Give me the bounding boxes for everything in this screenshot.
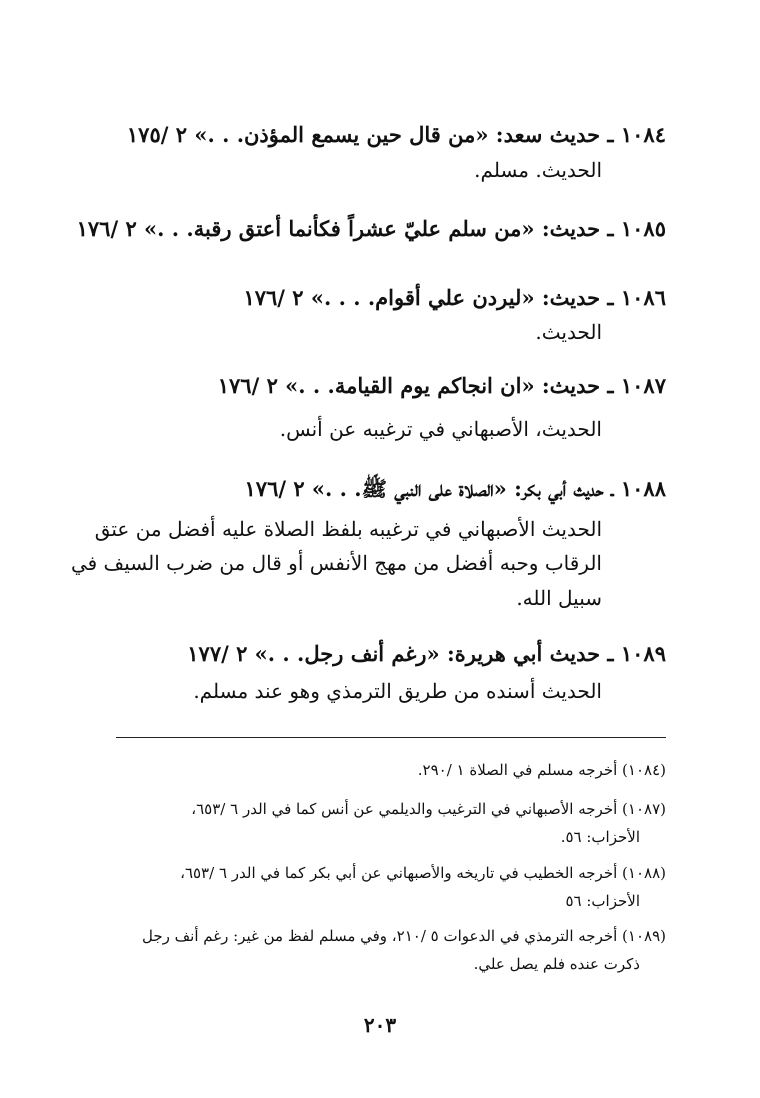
entry-body-1088-line-2: الرقاب وحبه أفضل من مهج الأنفس أو قال من ضرب السيف في [70,551,602,575]
entry-body-1088-line-1: الحديث الأصبهاني في ترغيبه بلفظ الصلاة عليه أفضل من عتق [94,517,602,541]
footnote-1089-line-2: ذكرت عنده فلم يصل علي. [473,955,640,973]
footnote-1084: (١٠٨٤) أخرجه مسلم في الصلاة ١ /٢٩٠. [417,761,666,779]
entry-heading-1089: ١٠٨٩ ـ حديث أبي هريرة: «رغم أنف رجل. . .» ٢ /١٧٧ [187,641,666,666]
entry-body-1089: الحديث أسنده من طريق الترمذي وهو عند مسلم. [193,679,602,703]
page-number: ٢٠٣ [363,1013,397,1037]
entry-heading-1088: ١٠٨٨ ـ حديث أبي بكر: «الصلاة على النبي ﷺ. . .» ٢ /١٧٦ [244,476,666,501]
footnote-1089-line-1: (١٠٨٩) أخرجه الترمذي في الدعوات ٥ /٢١٠، وفي مسلم لفظ من غير: رغم أنف رجل [142,927,666,945]
entry-body-1084: الحديث. مسلم. [474,158,602,182]
footnote-separator [116,737,666,738]
footnote-1087-line-1: (١٠٨٧) أخرجه الأصبهاني في الترغيب والديلمي عن أنس كما في الدر ٦ /٦٥٣، [191,800,666,818]
entry-heading-1085: ١٠٨٥ ـ حديث: «من سلم عليّ عشراً فكأنما أعتق رقبة. . .» ٢ /١٧٦ [76,216,666,241]
footnote-1087-line-2: الأحزاب: ٥٦. [560,828,640,846]
entry-heading-1087: ١٠٨٧ ـ حديث: «ان انجاكم يوم القيامة. . .» ٢ /١٧٦ [217,373,666,398]
entry-heading-1086: ١٠٨٦ ـ حديث: «ليردن علي أقوام. . . .» ٢ /١٧٦ [243,285,666,310]
entry-body-1086: الحديث. [535,320,602,344]
footnote-1088-line-2: الأحزاب: ٥٦ [565,892,640,910]
entry-body-1088-line-3: سبيل الله. [516,586,602,610]
footnote-1088-line-1: (١٠٨٨) أخرجه الخطيب في تاريخه والأصبهاني عن أبي بكر كما في الدر ٦ /٦٥٣، [180,864,666,882]
entry-body-1087: الحديث، الأصبهاني في ترغيبه عن أنس. [279,417,602,441]
entry-heading-1084: ١٠٨٤ ـ حديث سعد: «من قال حين يسمع المؤذن. . .» ٢ /١٧٥ [126,122,666,147]
